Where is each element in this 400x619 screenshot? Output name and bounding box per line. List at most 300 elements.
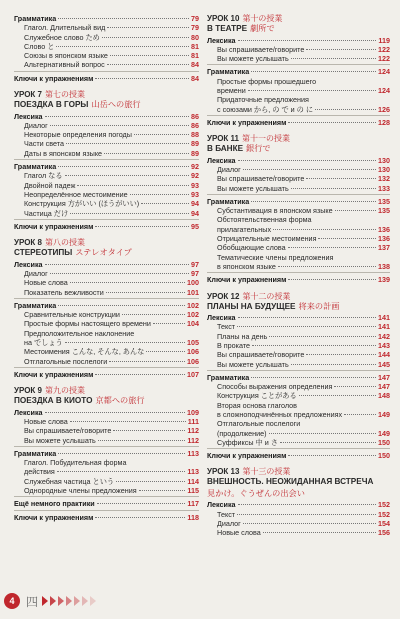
dot-leader xyxy=(291,188,376,189)
toc-entry-page: 79 xyxy=(191,14,199,23)
toc-entry-title: Глагол. Длительный вид xyxy=(24,23,106,33)
toc-entry xyxy=(14,33,199,42)
toc-entry xyxy=(14,121,199,130)
toc-entry-page: 122 xyxy=(378,44,390,54)
toc-entry-title: Диалог xyxy=(217,519,241,529)
toc-entry-title: действия xyxy=(24,467,55,477)
toc-section-entry xyxy=(207,500,390,509)
toc-key-entry xyxy=(14,222,199,231)
toc-entry xyxy=(14,436,199,445)
dot-leader xyxy=(58,305,185,306)
toc-entry-title: Однородные члены предложения xyxy=(24,486,137,496)
lesson-number: УРОК 12 第十二の授業 xyxy=(207,291,291,301)
chevron-right-icon xyxy=(42,596,48,606)
toc-entry xyxy=(207,262,390,271)
toc-entry-page: 136 xyxy=(378,234,390,244)
toc-entry-page: 126 xyxy=(378,104,390,114)
dot-leader xyxy=(102,37,189,38)
toc-entry-page: 139 xyxy=(378,275,390,285)
toc-entry-title: Вы спрашиваете/говорите xyxy=(217,174,305,184)
page-number-kanji: 四 xyxy=(26,594,39,609)
dot-leader xyxy=(70,421,186,422)
dot-leader xyxy=(95,78,189,79)
lesson-title: ПЛАНЫ НА БУДУЩЕЕ 将来の計画 xyxy=(207,301,340,311)
toc-entry xyxy=(14,357,199,366)
toc-entry xyxy=(14,278,199,287)
dot-leader xyxy=(153,323,185,324)
dot-leader xyxy=(45,412,185,413)
toc-entry-title: Простые формы прошедшего xyxy=(217,76,317,86)
toc-entry xyxy=(207,322,390,331)
dot-leader xyxy=(70,282,185,283)
toc-entry xyxy=(14,338,199,347)
toc-entry xyxy=(14,417,199,426)
toc-entry xyxy=(207,184,390,193)
toc-entry-title: Лексика xyxy=(207,35,236,45)
toc-entry xyxy=(14,347,199,356)
toc-entry-title: Лексика xyxy=(207,313,236,323)
dot-leader xyxy=(58,166,189,167)
toc-entry xyxy=(207,438,390,447)
toc-entry xyxy=(14,139,199,148)
toc-entry-title: Диалог xyxy=(24,120,48,130)
toc-entry xyxy=(207,401,390,410)
toc-entry-title: Придаточные предложения xyxy=(217,95,309,105)
toc-entry-page: 156 xyxy=(378,528,390,538)
toc-entry-title: Лексика xyxy=(14,259,43,269)
toc-entry-page: 124 xyxy=(378,67,390,77)
chevron-right-icon xyxy=(82,596,88,606)
toc-entry-page: 113 xyxy=(187,448,199,458)
dot-leader xyxy=(243,523,376,524)
toc-entry-title: Даты в японском языке xyxy=(24,148,103,158)
lesson-number: УРОК 10 第十の授業 xyxy=(207,14,283,23)
dot-leader xyxy=(98,440,186,441)
toc-entry-title: Сравнительные конструкции xyxy=(24,310,120,320)
dot-leader xyxy=(65,342,185,343)
lesson-number: УРОК 8 第八の授業 xyxy=(14,238,85,248)
toc-entry xyxy=(207,429,390,438)
toc-key-entry xyxy=(207,118,390,127)
toc-entry-title: Конструкция 方がいい (ほうがいい) xyxy=(24,199,140,209)
toc-entry-page: 148 xyxy=(378,391,390,401)
toc-entry-page: 106 xyxy=(187,347,199,357)
dot-leader xyxy=(238,160,376,161)
lesson-8-header xyxy=(14,238,199,259)
toc-entry-page: 102 xyxy=(187,310,199,320)
dot-leader xyxy=(299,395,376,396)
lesson-12-header xyxy=(207,292,390,313)
toc-entry xyxy=(14,42,199,51)
dot-leader xyxy=(66,143,189,144)
toc-entry-page: 149 xyxy=(378,428,390,438)
toc-entry-title: прилагательных xyxy=(217,224,272,234)
section-divider xyxy=(207,194,390,195)
toc-entry xyxy=(14,486,199,495)
toc-entry-title: на でしょう xyxy=(24,338,63,348)
toc-entry xyxy=(207,77,390,86)
toc-entry-page: 118 xyxy=(187,512,199,522)
toc-section-entry xyxy=(207,36,390,45)
dot-leader xyxy=(251,71,376,72)
dot-leader xyxy=(334,386,376,387)
toc-section-entry xyxy=(207,313,390,322)
toc-entry xyxy=(14,477,199,486)
dot-leader xyxy=(288,247,376,248)
toc-entry xyxy=(14,426,199,435)
toc-entry-title: Некоторые определения погоды xyxy=(24,130,132,140)
toc-entry-title: Ключи к упражнениям xyxy=(207,451,287,461)
toc-entry-title: в сложноподчинённых предложениях xyxy=(217,410,343,419)
toc-entry-page: 130 xyxy=(378,155,390,165)
toc-entry xyxy=(207,382,390,391)
lesson-title: ПОЕЗДКА В КИОТО 京都への旅行 xyxy=(14,396,145,406)
toc-entry-title: Обобщающие слова xyxy=(217,243,286,253)
lesson-11-entries xyxy=(207,156,390,285)
toc-entry-title: Местоимения こんな, そんな, あんな xyxy=(24,347,145,357)
toc-entry xyxy=(207,519,390,528)
toc-column-left xyxy=(14,14,199,522)
section-divider xyxy=(207,448,390,449)
toc-entry-title: Вы можете услышать xyxy=(217,54,289,64)
toc-entry xyxy=(207,243,390,252)
toc-entry-page: 114 xyxy=(187,476,199,486)
dot-leader xyxy=(237,326,376,327)
toc-entry-page: 97 xyxy=(191,268,199,278)
dot-leader xyxy=(110,55,189,56)
toc-entry-title: Лексика xyxy=(14,407,43,417)
toc-entry-title: времени xyxy=(217,85,246,95)
toc-entry xyxy=(14,171,199,180)
toc-entry-page: 115 xyxy=(187,486,199,496)
toc-key-entry xyxy=(14,74,199,83)
lesson-9-entries xyxy=(14,408,199,522)
section-divider xyxy=(14,71,199,72)
chevron-right-icon xyxy=(90,596,96,606)
toc-entry-page: 84 xyxy=(191,73,199,83)
dot-leader xyxy=(95,517,185,518)
toc-entry-page: 130 xyxy=(378,164,390,174)
dot-leader xyxy=(273,229,376,230)
lesson-13-header xyxy=(207,467,390,499)
toc-entry-page: 149 xyxy=(378,410,390,419)
toc-column-right xyxy=(207,14,390,538)
toc-section-entry xyxy=(14,162,199,171)
page-footer xyxy=(4,590,98,612)
dot-leader xyxy=(318,238,376,239)
toc-entry-page: 80 xyxy=(191,32,199,42)
toc-entry xyxy=(207,215,390,224)
toc-entry-page: 94 xyxy=(191,208,199,218)
toc-entry-title: Лексика xyxy=(207,155,236,165)
toc-section-entry xyxy=(14,14,199,23)
toc-entry-title: Диалог xyxy=(217,164,241,174)
toc-entry-page: 147 xyxy=(378,382,390,392)
lesson-7-entries xyxy=(14,112,199,232)
dot-leader xyxy=(109,361,185,362)
dot-leader xyxy=(306,178,376,179)
toc-entry xyxy=(207,510,390,519)
toc-section-entry xyxy=(14,301,199,310)
section-divider xyxy=(207,370,390,371)
toc-entry xyxy=(14,23,199,32)
toc-entry-page: 81 xyxy=(191,51,199,61)
toc-entry-title: с союзами から, の で и の に xyxy=(217,104,314,114)
toc-entry-page: 135 xyxy=(378,196,390,206)
dot-leader xyxy=(288,279,376,280)
dot-leader xyxy=(122,314,185,315)
toc-entry-page: 141 xyxy=(378,322,390,332)
dot-leader xyxy=(252,345,376,346)
toc-entry-title: Лексика xyxy=(207,500,236,510)
toc-entry-page: 105 xyxy=(187,338,199,348)
dot-leader xyxy=(58,453,185,454)
toc-entry-page: 119 xyxy=(378,35,390,45)
dot-leader xyxy=(58,18,189,19)
dot-leader xyxy=(104,153,189,154)
dot-leader xyxy=(134,134,189,135)
toc-entry-title: Грамматика xyxy=(14,162,57,172)
toc-entry-title: Грамматика xyxy=(14,300,57,310)
toc-entry-title: Способы выражения определения xyxy=(217,382,333,392)
dot-leader xyxy=(50,273,189,274)
toc-entry-page: 101 xyxy=(187,287,199,297)
dot-leader xyxy=(288,122,376,123)
dot-leader xyxy=(251,201,376,202)
dot-leader xyxy=(107,64,189,65)
toc-key-entry xyxy=(207,275,390,284)
dot-leader xyxy=(269,336,376,337)
toc-entry-title: Текст xyxy=(217,322,236,332)
toc-entry xyxy=(14,190,199,199)
toc-entry xyxy=(207,45,390,54)
lesson-title-jp: 見かけ。ぐうぜんの出会い xyxy=(207,488,305,498)
toc-entry xyxy=(14,319,199,328)
toc-entry-page: 137 xyxy=(378,243,390,253)
toc-entry-title: Новые слова xyxy=(24,278,68,288)
toc-entry-page: 133 xyxy=(378,183,390,193)
toc-entry-title: Ключи к упражнениям xyxy=(14,73,94,83)
lesson-title: В ТЕАТРЕ 劇所で xyxy=(207,24,275,33)
toc-entry-title: Вы можете услышать xyxy=(24,435,96,445)
toc-entry xyxy=(14,149,199,158)
toc-entry-page: 106 xyxy=(187,356,199,366)
toc-key-entry xyxy=(14,499,199,508)
toc-entry-page: 86 xyxy=(191,111,199,121)
toc-entry xyxy=(14,467,199,476)
toc-entry-page: 128 xyxy=(378,117,390,127)
toc-entry xyxy=(207,234,390,243)
toc-entry-title: Обстоятельственная форма xyxy=(217,215,312,225)
dot-leader xyxy=(280,442,376,443)
toc-section-entry xyxy=(207,197,390,206)
toc-entry-page: 97 xyxy=(191,259,199,269)
toc-entry-page: 142 xyxy=(378,331,390,341)
dot-leader xyxy=(45,264,189,265)
toc-entry-page: 107 xyxy=(187,369,199,379)
toc-entry xyxy=(207,105,390,114)
toc-entry xyxy=(207,341,390,350)
toc-entry xyxy=(207,350,390,359)
toc-entry-title: Лексика xyxy=(14,111,43,121)
toc-entry-page: 113 xyxy=(187,467,199,477)
toc-section-entry xyxy=(207,373,390,382)
section-divider xyxy=(14,446,199,447)
toc-entry xyxy=(207,253,390,262)
dot-leader xyxy=(106,292,185,293)
dot-leader xyxy=(306,354,376,355)
toc-entry-title: Глагол なる xyxy=(24,171,63,181)
toc-section-entry xyxy=(14,112,199,121)
lesson-13-entries xyxy=(207,500,390,537)
toc-entry-title: Ключи к упражнениям xyxy=(14,221,94,231)
section-divider xyxy=(14,298,199,299)
section-divider xyxy=(14,367,199,368)
toc-section-entry xyxy=(14,408,199,417)
toc-entry-page: 94 xyxy=(191,199,199,209)
toc-entry xyxy=(207,206,390,215)
toc-entry-title: Тематические члены предложения xyxy=(217,252,334,262)
toc-entry-title: Простые формы настоящего времени xyxy=(24,319,151,329)
toc-entry-title: Ключи к упражнениям xyxy=(14,369,94,379)
toc-entry-page: 143 xyxy=(378,340,390,350)
toc-entry-title: Отглагольные послелоги xyxy=(217,419,301,429)
toc-entry-page: 89 xyxy=(191,148,199,158)
dot-leader xyxy=(248,90,376,91)
toc-entry-title: Конструкция ことがある xyxy=(217,391,297,401)
toc-entry-page: 150 xyxy=(378,437,390,447)
toc-entry-title: Глагол. Побудительная форма xyxy=(24,458,127,468)
toc-entry-page: 144 xyxy=(378,350,390,360)
toc-entry-page: 122 xyxy=(378,54,390,64)
toc-entry-page: 92 xyxy=(191,162,199,172)
toc-entry xyxy=(207,86,390,95)
toc-entry xyxy=(207,360,390,369)
toc-entry xyxy=(207,391,390,400)
dot-leader xyxy=(238,317,376,318)
toc-key-entry xyxy=(14,370,199,379)
lesson-title: СТЕРЕОТИПЫ ステレオタイプ xyxy=(14,248,132,258)
toc-entry-page: 79 xyxy=(191,23,199,33)
toc-entry-page: 112 xyxy=(187,435,199,445)
toc-entry-title: Части света xyxy=(24,139,64,149)
toc-entry-page: 152 xyxy=(378,509,390,519)
toc-entry-title: Альтернативный вопрос xyxy=(24,60,105,70)
toc-key-entry xyxy=(14,513,199,522)
toc-entry-page: 93 xyxy=(191,180,199,190)
toc-entry-page: 138 xyxy=(378,261,390,271)
section-divider xyxy=(207,272,390,273)
toc-entry-title: Вы можете услышать xyxy=(217,183,289,193)
toc-entry xyxy=(14,269,199,278)
toc-entry-page: 152 xyxy=(378,500,390,510)
toc-entry-page: 112 xyxy=(187,426,199,436)
toc-section-entry xyxy=(14,260,199,269)
dot-leader xyxy=(97,503,186,504)
dot-leader xyxy=(116,481,185,482)
toc-entry-title: Союзы в японском языке xyxy=(24,51,108,61)
toc-entry-title: Грамматика xyxy=(207,372,250,382)
toc-entry xyxy=(207,332,390,341)
toc-entry xyxy=(14,329,199,338)
toc-block-lesson6-tail xyxy=(14,14,199,83)
dot-leader xyxy=(238,504,376,505)
lesson-10-header xyxy=(207,14,390,35)
toc-entry-page: 100 xyxy=(187,278,199,288)
dot-leader xyxy=(70,213,189,214)
lesson-11-header xyxy=(207,134,390,155)
toc-entry-title: Ключи к упражнениям xyxy=(207,117,287,127)
section-divider xyxy=(207,64,390,65)
toc-entry-title: Двойной падеж xyxy=(24,180,76,190)
dot-leader xyxy=(113,430,185,431)
dot-leader xyxy=(291,364,376,365)
toc-entry xyxy=(14,310,199,319)
toc-entry-title: Диалог xyxy=(24,268,48,278)
dot-leader xyxy=(288,455,376,456)
toc-entry-page: 86 xyxy=(191,120,199,130)
lesson-12-entries xyxy=(207,313,390,460)
toc-entry-title: Отглагольные послелоги xyxy=(24,356,108,366)
toc-entry-page: 147 xyxy=(378,372,390,382)
toc-key-entry xyxy=(207,451,390,460)
toc-entry-title: Слово と xyxy=(24,41,55,51)
toc-entry-page: 141 xyxy=(378,313,390,323)
toc-entry-title: Ещё немного практики xyxy=(14,499,95,509)
dot-leader xyxy=(77,185,189,186)
toc-entry xyxy=(14,51,199,60)
toc-entry-title: Вы спрашиваете/говорите xyxy=(217,44,305,54)
toc-entry-title: в японском языке xyxy=(217,261,276,271)
dot-leader xyxy=(291,58,376,59)
toc-entry-title: Новые слова xyxy=(24,417,68,426)
lesson-number: УРОК 13 第十三の授業 xyxy=(207,467,291,477)
toc-entry-title: В прокате xyxy=(217,340,251,350)
toc-entry-page: 150 xyxy=(378,451,390,461)
toc-entry-title: Частица だけ xyxy=(24,208,69,218)
dot-leader xyxy=(45,116,189,117)
toc-section-entry xyxy=(207,156,390,165)
toc-entry-title: Вы спрашиваете/говорите xyxy=(217,350,305,360)
toc-entry-page: 102 xyxy=(187,300,199,310)
lesson-7-header xyxy=(14,90,199,111)
toc-entry xyxy=(14,60,199,69)
dot-leader xyxy=(95,226,189,227)
dot-leader xyxy=(237,514,376,515)
toc-entry xyxy=(207,165,390,174)
section-divider xyxy=(14,219,199,220)
toc-entry-title: Грамматика xyxy=(14,448,57,458)
toc-entry-title: (продолжение) xyxy=(217,428,267,438)
toc-entry-title: Грамматика xyxy=(207,67,250,77)
toc-entry xyxy=(207,54,390,63)
toc-entry-title: Вы можете услышать xyxy=(217,359,289,369)
toc-entry xyxy=(14,130,199,139)
dot-leader xyxy=(130,194,189,195)
dot-leader xyxy=(269,433,376,434)
dot-leader xyxy=(107,27,189,28)
toc-entry-title: Новые слова xyxy=(217,528,261,538)
lesson-title: ВНЕШНОСТЬ. НЕОЖИДАННАЯ ВСТРЕЧА xyxy=(207,477,374,487)
section-divider xyxy=(14,159,199,160)
dot-leader xyxy=(141,203,189,204)
toc-entry-title: Служебная частица という xyxy=(24,476,115,486)
toc-entry-page: 89 xyxy=(191,139,199,149)
section-divider xyxy=(14,496,199,497)
toc-entry-title: Ключи к упражнениям xyxy=(207,275,287,285)
toc-entry-page: 88 xyxy=(191,130,199,140)
toc-entry-title: Суффиксы 中 и さ xyxy=(217,437,278,447)
